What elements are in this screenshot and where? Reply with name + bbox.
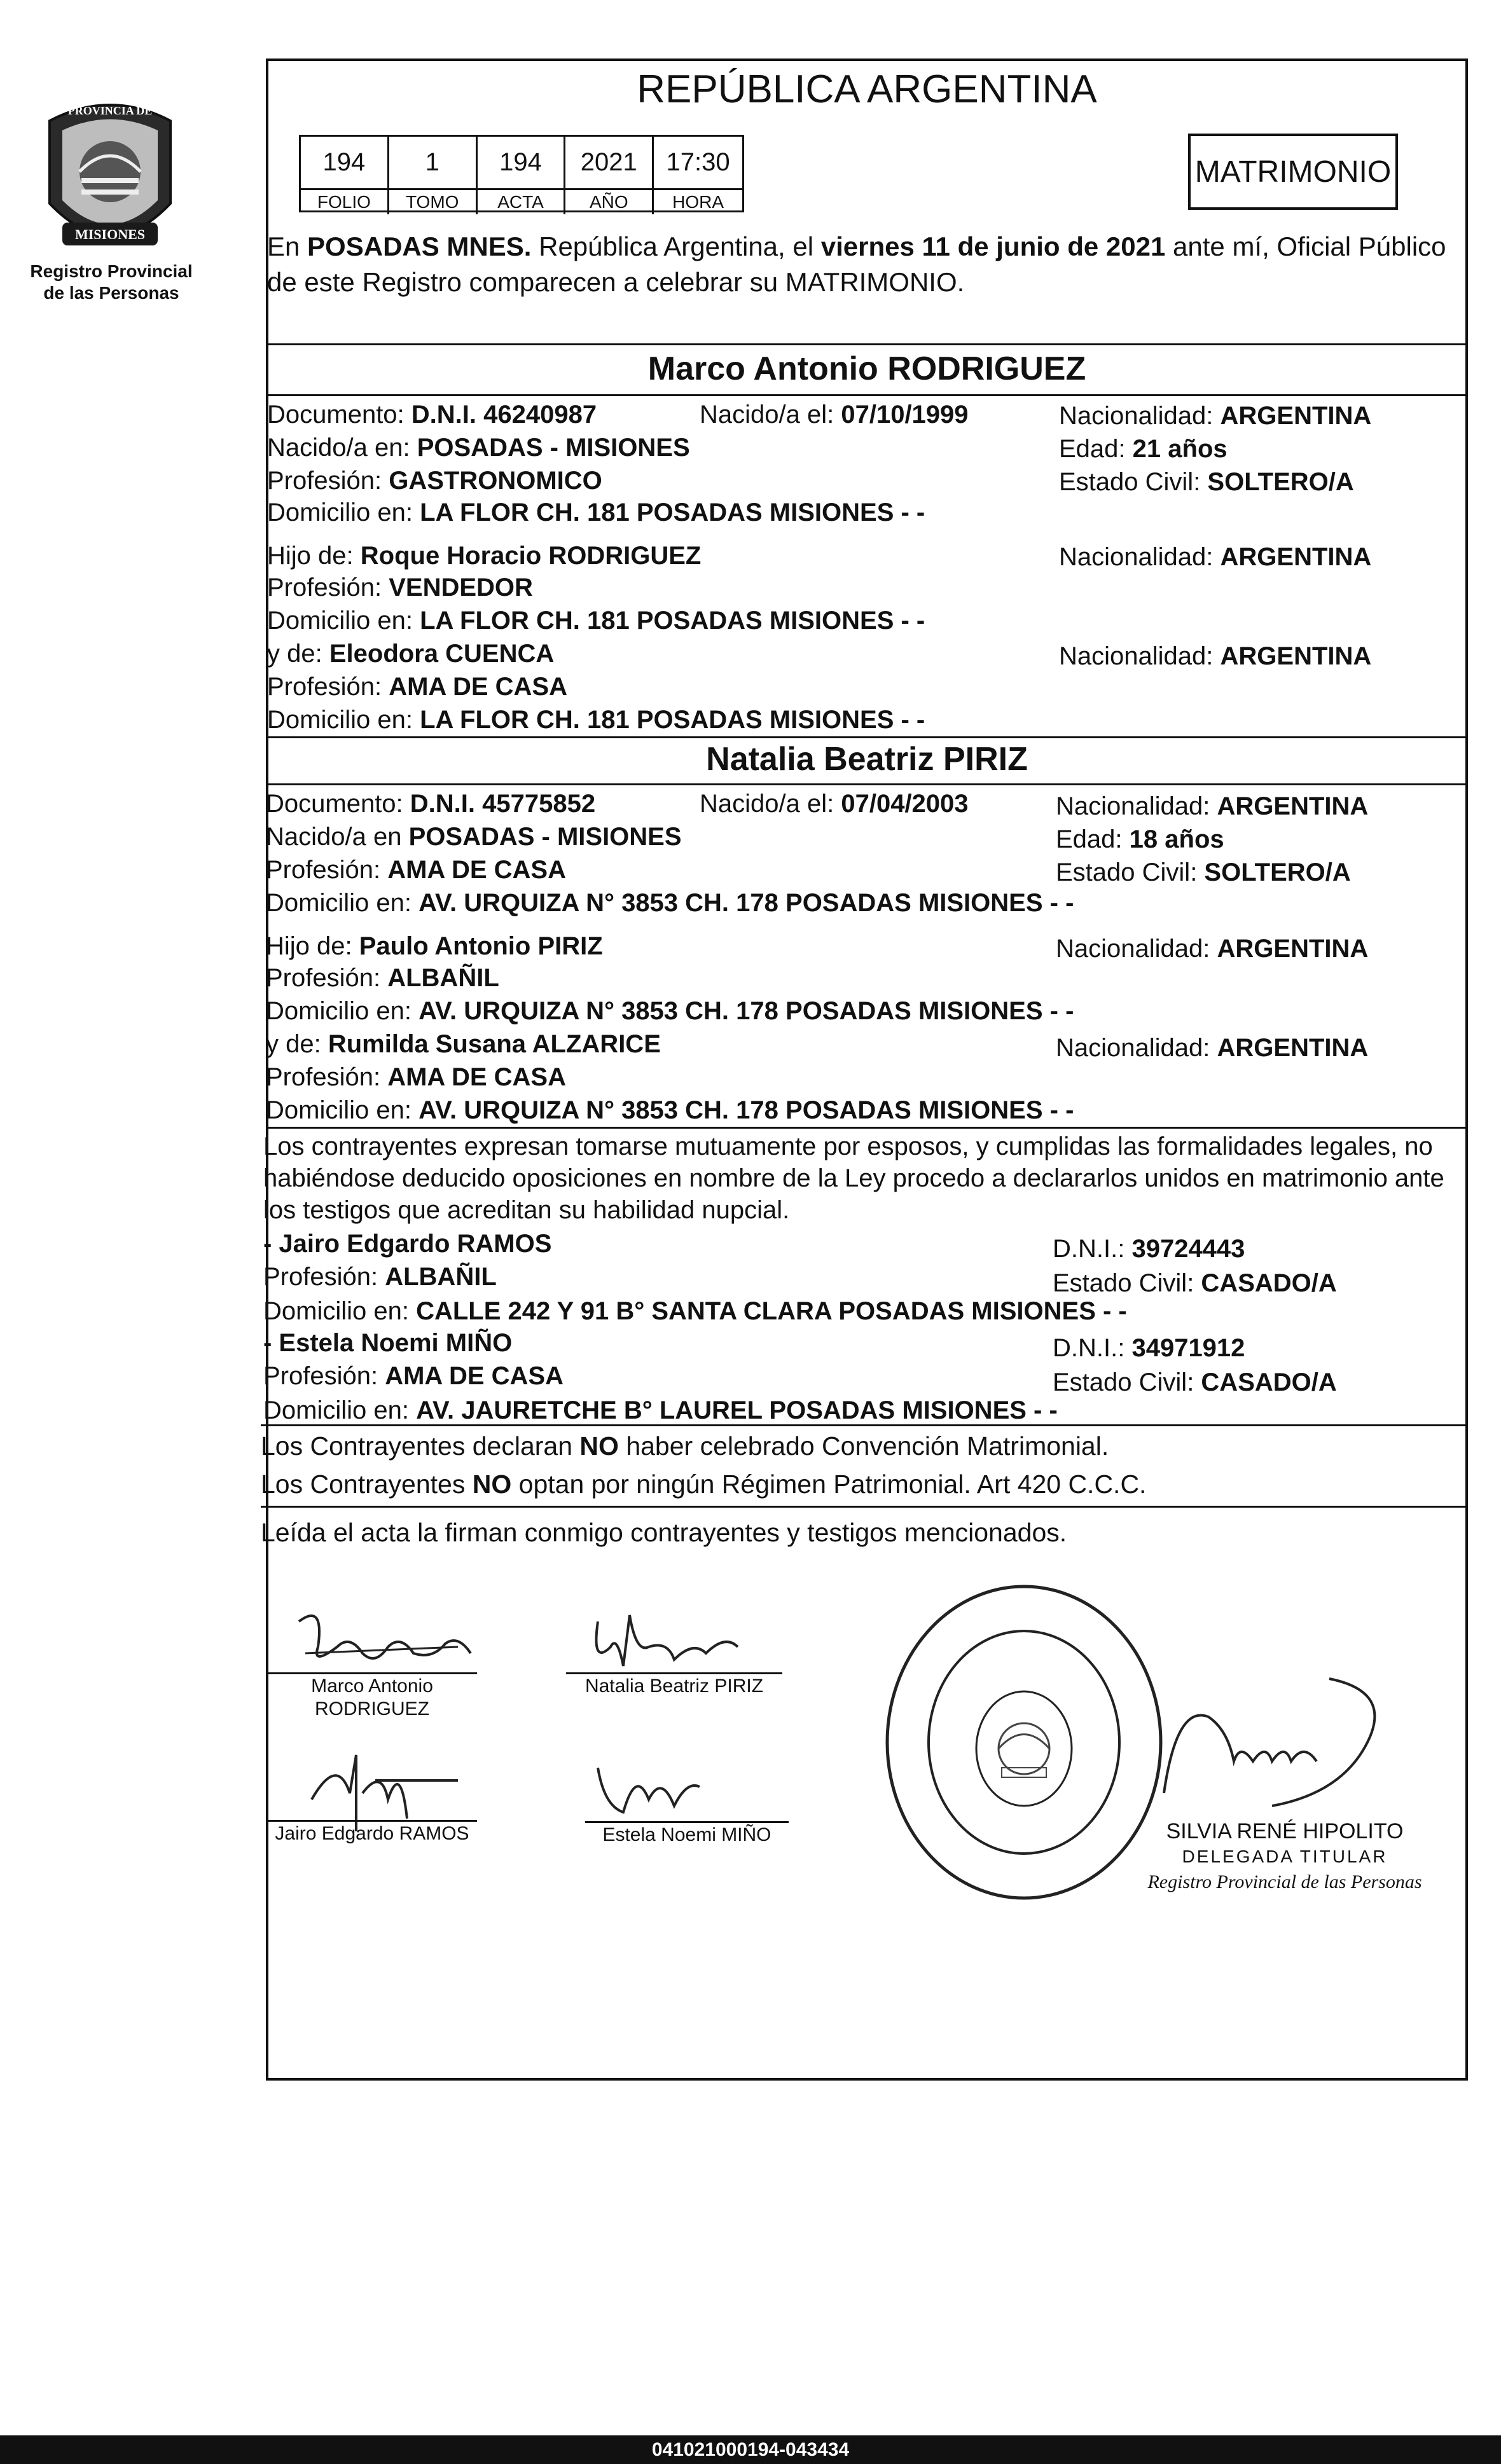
- logo-caption: [25, 261, 197, 304]
- spouse2-civil-status: [1056, 857, 1351, 888]
- label: Nacionalidad:: [1056, 792, 1217, 820]
- acta-value: 194: [478, 137, 566, 190]
- value: AV. URQUIZA N° 3853 CH. 178 POSADAS MISIONES - -: [418, 889, 1074, 917]
- page-title: REPÚBLICA ARGENTINA: [637, 67, 1097, 111]
- spouse1-mother-nationality: [1059, 641, 1371, 671]
- witness2-dni: [1053, 1333, 1245, 1363]
- value: SOLTERO/A: [1204, 858, 1351, 886]
- label: Domicilio en:: [267, 607, 420, 635]
- spouse1-father-address: [267, 605, 925, 636]
- witness2-name: - Estela Noemi MIÑO: [263, 1329, 513, 1357]
- label: Profesión:: [266, 964, 388, 992]
- spouse1-mother-profession: [267, 671, 567, 702]
- spouse1-civil-status: [1059, 467, 1354, 497]
- signature-estela-image: [585, 1755, 712, 1825]
- text: Los Contrayentes: [261, 1469, 473, 1499]
- witness1-dni: [1053, 1234, 1245, 1264]
- value: AMA DE CASA: [389, 673, 567, 701]
- label: Domicilio en:: [266, 889, 419, 917]
- signature-label-natalia: Natalia Beatriz PIRIZ: [584, 1676, 764, 1697]
- label: y de:: [267, 640, 329, 668]
- spouse2-address: [266, 888, 1074, 918]
- label: Hijo de:: [267, 542, 361, 570]
- spouse1-nationality: [1059, 401, 1371, 431]
- signature-line: [566, 1672, 782, 1674]
- time-value: 17:30: [654, 137, 742, 190]
- value: AV. JAURETCHE B° LAUREL POSADAS MISIONES - -: [416, 1396, 1058, 1424]
- official-signature-image: [1138, 1666, 1406, 1819]
- spouse2-name: Natalia Beatriz PIRIZ: [706, 741, 1028, 778]
- value: 21 años: [1132, 435, 1228, 463]
- spouse2-age: [1056, 824, 1224, 855]
- label: Hijo de:: [266, 932, 359, 960]
- value: AMA DE CASA: [385, 1362, 564, 1390]
- value: AV. URQUIZA N° 3853 CH. 178 POSADAS MISIONES - -: [418, 997, 1074, 1025]
- label: Profesión:: [267, 574, 389, 602]
- spouse1-father-nationality: [1059, 542, 1371, 572]
- spouse2-birthdate: [700, 788, 969, 819]
- label: Edad:: [1059, 435, 1133, 463]
- value: Eleodora CUENCA: [329, 640, 555, 668]
- spouse2-birthplace: [266, 822, 682, 852]
- label: Edad:: [1056, 825, 1130, 853]
- value: 18 años: [1129, 825, 1224, 853]
- label: Domicilio en:: [267, 499, 420, 527]
- witness2-profession: [263, 1361, 564, 1391]
- svg-text:PROVINCIA DE: PROVINCIA DE: [67, 104, 153, 117]
- emphasis: NO: [472, 1469, 512, 1499]
- label: Profesión:: [267, 673, 389, 701]
- divider: [261, 1506, 1466, 1508]
- divider: [266, 736, 1468, 738]
- value: POSADAS - MISIONES: [408, 823, 682, 851]
- logo-caption-line1: Registro Provincial: [30, 261, 193, 281]
- label: D.N.I.:: [1053, 1235, 1132, 1263]
- document-code-bar: 041021000194-043434: [0, 2435, 1501, 2464]
- intro-date: viernes 11 de junio de 2021: [820, 231, 1166, 261]
- label: Profesión:: [266, 856, 388, 884]
- label: Documento:: [266, 790, 410, 818]
- value: ARGENTINA: [1220, 543, 1372, 571]
- signature-line: [267, 1672, 477, 1674]
- time-label: HORA: [672, 192, 724, 212]
- intro-text: ante mí, Oficial Público de este Registro comparecen a celebrar su MATRIMONIO.: [267, 231, 1446, 297]
- value: AMA DE CASA: [387, 856, 566, 884]
- signature-label-jairo: Jairo Edgardo RAMOS: [275, 1823, 469, 1844]
- signature-line: [585, 1821, 789, 1823]
- witness1-address: [263, 1296, 1127, 1326]
- spouse2-mother-address: [266, 1095, 1074, 1125]
- value: ARGENTINA: [1217, 935, 1369, 963]
- value: LA FLOR CH. 181 POSADAS MISIONES - -: [420, 607, 925, 635]
- label: Domicilio en:: [266, 1096, 419, 1124]
- label: Profesión:: [267, 467, 389, 495]
- label: Profesión:: [266, 1063, 388, 1091]
- label: Nacionalidad:: [1059, 402, 1221, 430]
- signature-marco-image: [280, 1609, 483, 1679]
- value: 34971912: [1131, 1334, 1245, 1362]
- folio-value: 194: [301, 137, 389, 190]
- provincial-registry-logo: [37, 95, 183, 267]
- value: ARGENTINA: [1220, 402, 1372, 430]
- label: Nacido/a en: [266, 823, 409, 851]
- value: D.N.I. 46240987: [411, 401, 597, 429]
- value: GASTRONOMICO: [389, 467, 602, 495]
- divider: [266, 394, 1468, 396]
- value: LA FLOR CH. 181 POSADAS MISIONES - -: [420, 499, 925, 527]
- value: Roque Horacio RODRIGUEZ: [360, 542, 702, 570]
- logo-caption-line2: de las Personas: [43, 283, 179, 303]
- act-type-box: MATRIMONIO: [1188, 134, 1398, 210]
- signature-name: RODRIGUEZ: [315, 1698, 429, 1719]
- official-office: Registro Provincial de las Personas: [1147, 1871, 1422, 1892]
- label: Estado Civil:: [1056, 858, 1205, 886]
- value: D.N.I. 45775852: [410, 790, 596, 818]
- value: 07/10/1999: [841, 401, 969, 429]
- acta-label: ACTA: [478, 190, 566, 214]
- signature-line: [267, 1820, 477, 1822]
- spouse1-mother: [267, 638, 554, 669]
- value: ARGENTINA: [1220, 642, 1372, 670]
- label: Nacido/a el:: [700, 790, 841, 818]
- value: CASADO/A: [1201, 1368, 1337, 1396]
- label: Domicilio en:: [263, 1396, 417, 1424]
- value: ARGENTINA: [1217, 1034, 1369, 1062]
- spouse2-father-nationality: [1056, 933, 1368, 964]
- spouse1-age: [1059, 434, 1228, 464]
- spouse2-mother: [266, 1029, 661, 1059]
- label: Nacionalidad:: [1056, 935, 1217, 963]
- divider: [266, 1127, 1468, 1129]
- witness2-address: [263, 1395, 1058, 1426]
- value: VENDEDOR: [389, 574, 533, 602]
- signature-name: Marco Antonio: [311, 1676, 433, 1697]
- label: Nacionalidad:: [1056, 1034, 1217, 1062]
- spouse2-mother-nationality: [1056, 1033, 1368, 1063]
- value: AV. URQUIZA N° 3853 CH. 178 POSADAS MISIONES - -: [418, 1096, 1074, 1124]
- label: D.N.I.:: [1053, 1334, 1132, 1362]
- convention-statement: [261, 1431, 1109, 1461]
- value: ALBAÑIL: [385, 1263, 497, 1291]
- value: POSADAS - MISIONES: [417, 434, 690, 462]
- tomo-value: 1: [389, 137, 478, 190]
- spouse2-document: [266, 788, 595, 819]
- spouse2-nationality: [1056, 791, 1368, 822]
- spouse1-address: [267, 497, 925, 528]
- signature-label-marco: [267, 1675, 477, 1721]
- divider: [261, 1424, 1466, 1426]
- value: Paulo Antonio PIRIZ: [359, 932, 603, 960]
- spouse1-name: Marco Antonio RODRIGUEZ: [647, 350, 1086, 387]
- witness1-profession: [263, 1262, 497, 1292]
- spouse2-mother-profession: [266, 1062, 566, 1092]
- spouse1-document: [267, 399, 597, 430]
- registration-box: [299, 135, 744, 212]
- witness1-civil-status: [1053, 1268, 1337, 1298]
- label: Estado Civil:: [1053, 1368, 1201, 1396]
- label: Estado Civil:: [1053, 1269, 1201, 1297]
- label: Domicilio en:: [263, 1297, 417, 1325]
- intro-text: República Argentina, el: [531, 231, 821, 261]
- signature-natalia-image: [572, 1602, 763, 1679]
- value: 07/04/2003: [841, 790, 969, 818]
- text: haber celebrado Convención Matrimonial.: [618, 1431, 1109, 1461]
- value: LA FLOR CH. 181 POSADAS MISIONES - -: [420, 706, 925, 734]
- intro-place: POSADAS MNES.: [307, 231, 532, 261]
- official-signature-block: [1145, 1819, 1425, 1895]
- label: Nacido/a el:: [700, 401, 841, 429]
- spouse2-father-address: [266, 996, 1074, 1026]
- spouse1-birthplace: [267, 432, 690, 463]
- text: Los Contrayentes declaran: [261, 1431, 580, 1461]
- official-title: DELEGADA TITULAR: [1182, 1847, 1388, 1866]
- official-name: SILVIA RENÉ HIPOLITO: [1166, 1819, 1404, 1843]
- value: ALBAÑIL: [387, 964, 499, 992]
- value: Rumilda Susana ALZARICE: [328, 1030, 661, 1058]
- label: Profesión:: [263, 1263, 385, 1291]
- closing-statement: Leída el acta la firman conmigo contrayentes y testigos mencionados.: [261, 1518, 1067, 1547]
- spouse2-profession: [266, 855, 566, 885]
- label: Profesión:: [263, 1362, 385, 1390]
- divider: [266, 783, 1468, 785]
- year-label: AÑO: [565, 190, 654, 214]
- value: CASADO/A: [1201, 1269, 1337, 1297]
- label: Domicilio en:: [267, 706, 420, 734]
- witness1-name: - Jairo Edgardo RAMOS: [263, 1230, 552, 1258]
- spouse1-birthdate: [700, 399, 969, 430]
- regime-statement: [261, 1469, 1146, 1499]
- signature-label-estela: Estela Noemi MIÑO: [602, 1824, 771, 1845]
- spouse1-profession: [267, 465, 602, 496]
- label: Nacionalidad:: [1059, 642, 1221, 670]
- value: ARGENTINA: [1217, 792, 1369, 820]
- svg-text:MISIONES: MISIONES: [74, 226, 146, 242]
- value: AMA DE CASA: [387, 1063, 566, 1091]
- label: Nacionalidad:: [1059, 543, 1221, 571]
- spouse2-father-profession: [266, 963, 499, 993]
- spouse1-father: [267, 540, 701, 571]
- value: 39724443: [1131, 1235, 1245, 1263]
- label: Domicilio en:: [266, 997, 419, 1025]
- value: CALLE 242 Y 91 B° SANTA CLARA POSADAS MISIONES - -: [416, 1297, 1127, 1325]
- emphasis: NO: [579, 1431, 619, 1461]
- official-seal-stamp: [878, 1577, 1170, 1908]
- year-value: 2021: [565, 137, 654, 190]
- intro-text: En: [267, 231, 308, 261]
- label: Estado Civil:: [1059, 468, 1208, 496]
- folio-label: FOLIO: [301, 190, 389, 214]
- value: SOLTERO/A: [1207, 468, 1354, 496]
- declaration-paragraph: Los contrayentes expresan tomarse mutuamente por esposos, y cumplidas las formalidades legales, no habiéndose deducido oposiciones en nombre de la Ley procedo a declararlos unidos en matrimonio ante los testigos que acreditan su habilidad nupcial.: [263, 1132, 1444, 1224]
- witness2-civil-status: [1053, 1367, 1337, 1398]
- tomo-label: TOMO: [389, 190, 478, 214]
- intro-paragraph: [267, 229, 1466, 300]
- divider: [266, 343, 1468, 345]
- spouse1-mother-address: [267, 705, 925, 735]
- label: Documento:: [267, 401, 412, 429]
- spouse2-father: [266, 931, 603, 961]
- label: Nacido/a en:: [267, 434, 417, 462]
- label: y de:: [266, 1030, 328, 1058]
- spouse1-father-profession: [267, 572, 533, 603]
- text: optan por ningún Régimen Patrimonial. Art 420 C.C.C.: [511, 1469, 1147, 1499]
